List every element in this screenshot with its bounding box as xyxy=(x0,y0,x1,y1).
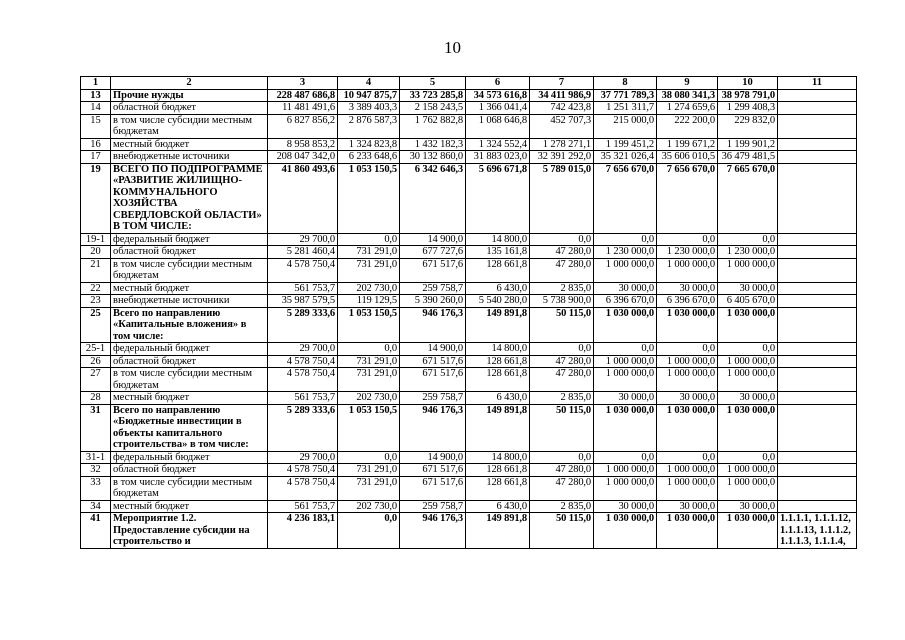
amount-cell: 31 883 023,0 xyxy=(466,151,530,164)
amount-cell: 3 389 403,3 xyxy=(338,102,400,115)
amount-cell: 561 753,7 xyxy=(268,392,338,405)
amount-cell: 1 030 000,0 xyxy=(718,513,778,549)
target-indicators-cell xyxy=(778,368,857,392)
amount-cell: 11 481 491,6 xyxy=(268,102,338,115)
row-number: 20 xyxy=(81,246,111,259)
amount-cell: 1 053 150,5 xyxy=(338,307,400,343)
amount-cell: 7 656 670,0 xyxy=(594,163,657,233)
amount-cell: 0,0 xyxy=(338,513,400,549)
amount-cell: 6 430,0 xyxy=(466,282,530,295)
table-row xyxy=(81,246,857,259)
table-row xyxy=(81,89,857,102)
amount-cell: 5 281 460,4 xyxy=(268,246,338,259)
column-header-8: 8 xyxy=(594,77,657,90)
amount-cell: 731 291,0 xyxy=(338,258,400,282)
amount-cell: 6 342 646,3 xyxy=(400,163,466,233)
amount-cell: 50 115,0 xyxy=(530,404,594,451)
row-label: в том числе субсидии местным бюджетам xyxy=(111,368,268,392)
table-row xyxy=(81,513,857,549)
column-header-7: 7 xyxy=(530,77,594,90)
table-row xyxy=(81,233,857,246)
amount-cell: 128 661,8 xyxy=(466,355,530,368)
amount-cell: 38 978 791,0 xyxy=(718,89,778,102)
table-row xyxy=(81,114,857,138)
table-row xyxy=(81,343,857,356)
table-body xyxy=(81,89,857,548)
row-number: 15 xyxy=(81,114,111,138)
amount-cell: 0,0 xyxy=(718,451,778,464)
amount-cell: 671 517,6 xyxy=(400,476,466,500)
column-header-5: 5 xyxy=(400,77,466,90)
amount-cell: 14 900,0 xyxy=(400,343,466,356)
amount-cell: 0,0 xyxy=(338,233,400,246)
amount-cell: 47 280,0 xyxy=(530,355,594,368)
table-row xyxy=(81,476,857,500)
amount-cell: 30 000,0 xyxy=(657,500,718,513)
table-row xyxy=(81,163,857,233)
amount-cell: 731 291,0 xyxy=(338,246,400,259)
row-number: 41 xyxy=(81,513,111,549)
amount-cell: 731 291,0 xyxy=(338,355,400,368)
amount-cell: 671 517,6 xyxy=(400,368,466,392)
table-row xyxy=(81,500,857,513)
column-header-4: 4 xyxy=(338,77,400,90)
amount-cell: 50 115,0 xyxy=(530,513,594,549)
amount-cell: 0,0 xyxy=(718,343,778,356)
amount-cell: 0,0 xyxy=(338,451,400,464)
amount-cell: 149 891,8 xyxy=(466,513,530,549)
target-indicators-cell xyxy=(778,151,857,164)
row-number: 17 xyxy=(81,151,111,164)
amount-cell: 1 030 000,0 xyxy=(657,307,718,343)
amount-cell: 6 396 670,0 xyxy=(594,295,657,308)
column-header-3: 3 xyxy=(268,77,338,90)
row-label: федеральный бюджет xyxy=(111,451,268,464)
amount-cell: 1 278 271,1 xyxy=(530,138,594,151)
target-indicators-cell xyxy=(778,282,857,295)
amount-cell: 5 289 333,6 xyxy=(268,404,338,451)
target-indicators-cell xyxy=(778,233,857,246)
amount-cell: 671 517,6 xyxy=(400,355,466,368)
target-indicators-cell xyxy=(778,295,857,308)
row-number: 27 xyxy=(81,368,111,392)
amount-cell: 1 000 000,0 xyxy=(657,258,718,282)
row-number: 16 xyxy=(81,138,111,151)
table-row xyxy=(81,464,857,477)
amount-cell: 1 068 646,8 xyxy=(466,114,530,138)
amount-cell: 5 789 015,0 xyxy=(530,163,594,233)
amount-cell: 30 000,0 xyxy=(657,392,718,405)
amount-cell: 14 800,0 xyxy=(466,343,530,356)
amount-cell: 0,0 xyxy=(594,343,657,356)
row-number: 31 xyxy=(81,404,111,451)
amount-cell: 0,0 xyxy=(530,233,594,246)
amount-cell: 1 000 000,0 xyxy=(718,258,778,282)
row-label: Прочие нужды xyxy=(111,89,268,102)
amount-cell: 1 000 000,0 xyxy=(594,355,657,368)
amount-cell: 6 233 648,6 xyxy=(338,151,400,164)
amount-cell: 0,0 xyxy=(594,451,657,464)
amount-cell: 215 000,0 xyxy=(594,114,657,138)
amount-cell: 0,0 xyxy=(657,233,718,246)
amount-cell: 561 753,7 xyxy=(268,500,338,513)
amount-cell: 1 230 000,0 xyxy=(718,246,778,259)
amount-cell: 1 000 000,0 xyxy=(594,368,657,392)
amount-cell: 1 030 000,0 xyxy=(657,513,718,549)
row-label: местный бюджет xyxy=(111,392,268,405)
table-row xyxy=(81,282,857,295)
target-indicators-cell xyxy=(778,102,857,115)
amount-cell: 37 771 789,3 xyxy=(594,89,657,102)
amount-cell: 202 730,0 xyxy=(338,392,400,405)
row-label: внебюджетные источники xyxy=(111,295,268,308)
amount-cell: 34 573 616,8 xyxy=(466,89,530,102)
amount-cell: 1 000 000,0 xyxy=(657,476,718,500)
amount-cell: 1 366 041,4 xyxy=(466,102,530,115)
amount-cell: 0,0 xyxy=(338,343,400,356)
target-indicators-cell xyxy=(778,404,857,451)
amount-cell: 47 280,0 xyxy=(530,476,594,500)
amount-cell: 452 707,3 xyxy=(530,114,594,138)
table-row xyxy=(81,307,857,343)
target-indicators-cell xyxy=(778,258,857,282)
amount-cell: 4 578 750,4 xyxy=(268,464,338,477)
amount-cell: 14 800,0 xyxy=(466,451,530,464)
amount-cell: 1 030 000,0 xyxy=(657,404,718,451)
amount-cell: 946 176,3 xyxy=(400,404,466,451)
row-number: 26 xyxy=(81,355,111,368)
amount-cell: 731 291,0 xyxy=(338,476,400,500)
column-header-1: 1 xyxy=(81,77,111,90)
amount-cell: 1 324 823,8 xyxy=(338,138,400,151)
amount-cell: 29 700,0 xyxy=(268,233,338,246)
amount-cell: 1 030 000,0 xyxy=(594,513,657,549)
amount-cell: 14 800,0 xyxy=(466,233,530,246)
amount-cell: 2 835,0 xyxy=(530,282,594,295)
row-label: ВСЕГО ПО ПОДПРОГРАММЕ «РАЗВИТИЕ ЖИЛИЩНО-КОММУНАЛЬНОГО ХОЗЯЙСТВА СВЕРДЛОВСКОЙ ОБЛАСТИ» В ТОМ ЧИСЛЕ: xyxy=(111,163,268,233)
target-indicators-cell xyxy=(778,163,857,233)
amount-cell: 4 578 750,4 xyxy=(268,355,338,368)
amount-cell: 1 199 901,2 xyxy=(718,138,778,151)
amount-cell: 0,0 xyxy=(657,451,718,464)
amount-cell: 14 900,0 xyxy=(400,451,466,464)
amount-cell: 47 280,0 xyxy=(530,258,594,282)
amount-cell: 1 000 000,0 xyxy=(657,368,718,392)
row-label: в том числе субсидии местным бюджетам xyxy=(111,114,268,138)
amount-cell: 1 000 000,0 xyxy=(718,355,778,368)
amount-cell: 0,0 xyxy=(530,451,594,464)
amount-cell: 128 661,8 xyxy=(466,476,530,500)
row-number: 21 xyxy=(81,258,111,282)
amount-cell: 149 891,8 xyxy=(466,307,530,343)
amount-cell: 29 700,0 xyxy=(268,451,338,464)
amount-cell: 1 000 000,0 xyxy=(718,476,778,500)
amount-cell: 2 835,0 xyxy=(530,392,594,405)
row-label: местный бюджет xyxy=(111,500,268,513)
amount-cell: 202 730,0 xyxy=(338,282,400,295)
target-indicators-cell xyxy=(778,355,857,368)
amount-cell: 1 030 000,0 xyxy=(594,307,657,343)
amount-cell: 2 835,0 xyxy=(530,500,594,513)
target-indicators-cell xyxy=(778,464,857,477)
amount-cell: 1 230 000,0 xyxy=(594,246,657,259)
amount-cell: 1 030 000,0 xyxy=(718,404,778,451)
row-number: 32 xyxy=(81,464,111,477)
row-number: 31-1 xyxy=(81,451,111,464)
row-label: Всего по направлению «Бюджетные инвестиции в объекты капитального строительства» в том числе: xyxy=(111,404,268,451)
target-indicators-cell xyxy=(778,392,857,405)
amount-cell: 0,0 xyxy=(594,233,657,246)
amount-cell: 0,0 xyxy=(718,233,778,246)
amount-cell: 5 390 260,0 xyxy=(400,295,466,308)
amount-cell: 149 891,8 xyxy=(466,404,530,451)
target-indicators-cell xyxy=(778,89,857,102)
row-label: областной бюджет xyxy=(111,246,268,259)
amount-cell: 128 661,8 xyxy=(466,464,530,477)
amount-cell: 34 411 986,9 xyxy=(530,89,594,102)
table-row xyxy=(81,295,857,308)
amount-cell: 671 517,6 xyxy=(400,464,466,477)
amount-cell: 6 827 856,2 xyxy=(268,114,338,138)
amount-cell: 30 132 860,0 xyxy=(400,151,466,164)
amount-cell: 50 115,0 xyxy=(530,307,594,343)
amount-cell: 30 000,0 xyxy=(718,282,778,295)
row-number: 22 xyxy=(81,282,111,295)
amount-cell: 208 047 342,0 xyxy=(268,151,338,164)
amount-cell: 29 700,0 xyxy=(268,343,338,356)
amount-cell: 742 423,8 xyxy=(530,102,594,115)
amount-cell: 6 430,0 xyxy=(466,392,530,405)
amount-cell: 1 000 000,0 xyxy=(594,258,657,282)
column-header-11: 11 xyxy=(778,77,857,90)
row-number: 13 xyxy=(81,89,111,102)
amount-cell: 33 723 285,8 xyxy=(400,89,466,102)
amount-cell: 128 661,8 xyxy=(466,258,530,282)
amount-cell: 1 251 311,7 xyxy=(594,102,657,115)
target-indicators-cell xyxy=(778,343,857,356)
amount-cell: 47 280,0 xyxy=(530,464,594,477)
row-label: Мероприятие 1.2. Предоставление субсидии на строительство и xyxy=(111,513,268,549)
amount-cell: 1 000 000,0 xyxy=(718,368,778,392)
amount-cell: 5 540 280,0 xyxy=(466,295,530,308)
target-indicators-cell xyxy=(778,451,857,464)
amount-cell: 4 236 183,1 xyxy=(268,513,338,549)
amount-cell: 0,0 xyxy=(530,343,594,356)
amount-cell: 1 030 000,0 xyxy=(718,307,778,343)
target-indicators-cell xyxy=(778,138,857,151)
amount-cell: 0,0 xyxy=(657,343,718,356)
table-row xyxy=(81,392,857,405)
amount-cell: 946 176,3 xyxy=(400,513,466,549)
amount-cell: 32 391 292,0 xyxy=(530,151,594,164)
amount-cell: 6 405 670,0 xyxy=(718,295,778,308)
amount-cell: 7 665 670,0 xyxy=(718,163,778,233)
amount-cell: 1 299 408,3 xyxy=(718,102,778,115)
row-number: 19 xyxy=(81,163,111,233)
amount-cell: 1 274 659,6 xyxy=(657,102,718,115)
row-label: местный бюджет xyxy=(111,138,268,151)
row-number: 25-1 xyxy=(81,343,111,356)
amount-cell: 1 000 000,0 xyxy=(657,355,718,368)
row-label: местный бюджет xyxy=(111,282,268,295)
amount-cell: 1 053 150,5 xyxy=(338,404,400,451)
row-number: 19-1 xyxy=(81,233,111,246)
target-indicators-cell xyxy=(778,500,857,513)
table-row xyxy=(81,102,857,115)
amount-cell: 1 762 882,8 xyxy=(400,114,466,138)
budget-table xyxy=(80,76,857,549)
row-number: 14 xyxy=(81,102,111,115)
column-header-9: 9 xyxy=(657,77,718,90)
row-number: 28 xyxy=(81,392,111,405)
row-label: в том числе субсидии местным бюджетам xyxy=(111,476,268,500)
amount-cell: 10 947 875,7 xyxy=(338,89,400,102)
amount-cell: 30 000,0 xyxy=(594,392,657,405)
target-indicators-cell xyxy=(778,114,857,138)
amount-cell: 30 000,0 xyxy=(718,392,778,405)
amount-cell: 1 000 000,0 xyxy=(594,476,657,500)
amount-cell: 4 578 750,4 xyxy=(268,258,338,282)
amount-cell: 128 661,8 xyxy=(466,368,530,392)
amount-cell: 35 606 010,5 xyxy=(657,151,718,164)
table-row xyxy=(81,451,857,464)
row-label: областной бюджет xyxy=(111,102,268,115)
amount-cell: 1 000 000,0 xyxy=(718,464,778,477)
amount-cell: 222 200,0 xyxy=(657,114,718,138)
amount-cell: 1 199 671,2 xyxy=(657,138,718,151)
amount-cell: 5 696 671,8 xyxy=(466,163,530,233)
column-header-10: 10 xyxy=(718,77,778,90)
amount-cell: 30 000,0 xyxy=(594,500,657,513)
amount-cell: 119 129,5 xyxy=(338,295,400,308)
amount-cell: 2 158 243,5 xyxy=(400,102,466,115)
table-row xyxy=(81,258,857,282)
table-row xyxy=(81,151,857,164)
row-label: внебюджетные источники xyxy=(111,151,268,164)
amount-cell: 946 176,3 xyxy=(400,307,466,343)
amount-cell: 202 730,0 xyxy=(338,500,400,513)
row-label: Всего по направлению «Капитальные вложения» в том числе: xyxy=(111,307,268,343)
row-number: 34 xyxy=(81,500,111,513)
amount-cell: 47 280,0 xyxy=(530,368,594,392)
amount-cell: 1 230 000,0 xyxy=(657,246,718,259)
amount-cell: 35 987 579,5 xyxy=(268,295,338,308)
amount-cell: 1 432 182,3 xyxy=(400,138,466,151)
column-header-2: 2 xyxy=(111,77,268,90)
row-number: 33 xyxy=(81,476,111,500)
amount-cell: 38 080 341,3 xyxy=(657,89,718,102)
table-row xyxy=(81,355,857,368)
amount-cell: 2 876 587,3 xyxy=(338,114,400,138)
amount-cell: 1 000 000,0 xyxy=(657,464,718,477)
target-indicators-cell xyxy=(778,307,857,343)
amount-cell: 5 738 900,0 xyxy=(530,295,594,308)
amount-cell: 135 161,8 xyxy=(466,246,530,259)
row-label: областной бюджет xyxy=(111,355,268,368)
target-indicators-cell xyxy=(778,246,857,259)
table-row xyxy=(81,404,857,451)
amount-cell: 1 000 000,0 xyxy=(594,464,657,477)
amount-cell: 6 396 670,0 xyxy=(657,295,718,308)
amount-cell: 41 860 493,6 xyxy=(268,163,338,233)
amount-cell: 561 753,7 xyxy=(268,282,338,295)
row-number: 23 xyxy=(81,295,111,308)
amount-cell: 4 578 750,4 xyxy=(268,476,338,500)
amount-cell: 30 000,0 xyxy=(718,500,778,513)
table-row xyxy=(81,368,857,392)
amount-cell: 731 291,0 xyxy=(338,368,400,392)
amount-cell: 259 758,7 xyxy=(400,392,466,405)
amount-cell: 259 758,7 xyxy=(400,500,466,513)
amount-cell: 228 487 686,8 xyxy=(268,89,338,102)
row-number: 25 xyxy=(81,307,111,343)
amount-cell: 1 053 150,5 xyxy=(338,163,400,233)
amount-cell: 47 280,0 xyxy=(530,246,594,259)
amount-cell: 1 199 451,2 xyxy=(594,138,657,151)
amount-cell: 36 479 481,5 xyxy=(718,151,778,164)
amount-cell: 259 758,7 xyxy=(400,282,466,295)
column-header-6: 6 xyxy=(466,77,530,90)
target-indicators-cell: 1.1.1.1, 1.1.1.12, 1.1.1.13, 1.1.1.2, 1.1.1.3, 1.1.1.4, xyxy=(778,513,857,549)
amount-cell: 671 517,6 xyxy=(400,258,466,282)
target-indicators-cell xyxy=(778,476,857,500)
amount-cell: 6 430,0 xyxy=(466,500,530,513)
amount-cell: 14 900,0 xyxy=(400,233,466,246)
amount-cell: 4 578 750,4 xyxy=(268,368,338,392)
amount-cell: 30 000,0 xyxy=(594,282,657,295)
amount-cell: 5 289 333,6 xyxy=(268,307,338,343)
amount-cell: 1 030 000,0 xyxy=(594,404,657,451)
amount-cell: 7 656 670,0 xyxy=(657,163,718,233)
table-row xyxy=(81,138,857,151)
amount-cell: 229 832,0 xyxy=(718,114,778,138)
amount-cell: 731 291,0 xyxy=(338,464,400,477)
amount-cell: 8 958 853,2 xyxy=(268,138,338,151)
header-row xyxy=(81,77,857,90)
row-label: федеральный бюджет xyxy=(111,343,268,356)
page-number: 10 xyxy=(444,38,461,57)
amount-cell: 30 000,0 xyxy=(657,282,718,295)
amount-cell: 1 324 552,4 xyxy=(466,138,530,151)
amount-cell: 35 321 026,4 xyxy=(594,151,657,164)
row-label: областной бюджет xyxy=(111,464,268,477)
amount-cell: 677 727,6 xyxy=(400,246,466,259)
row-label: федеральный бюджет xyxy=(111,233,268,246)
row-label: в том числе субсидии местным бюджетам xyxy=(111,258,268,282)
